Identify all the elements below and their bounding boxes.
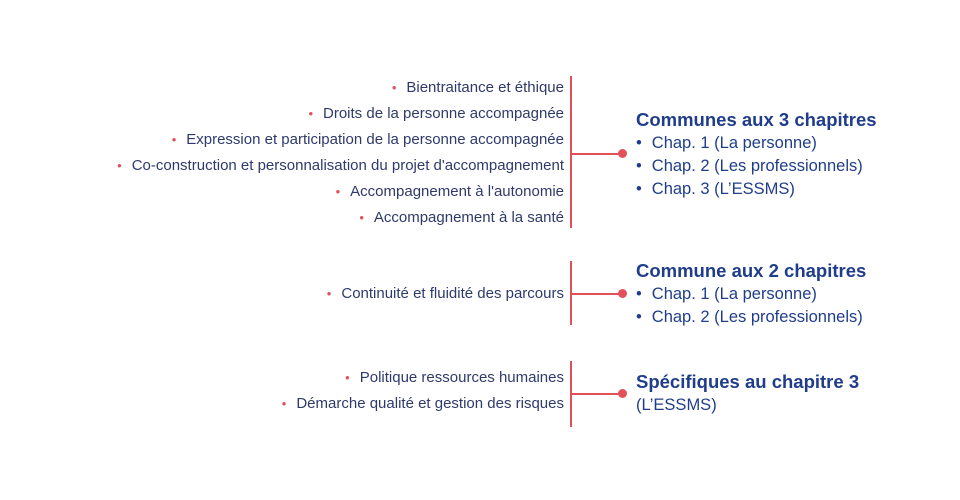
summary-block-group-3: [636, 370, 859, 417]
themes-list-group-1: [117, 75, 564, 231]
theme-item: • Accompagnement à l'autonomie: [335, 183, 564, 200]
connector-line: [572, 293, 622, 295]
connector-dot: [618, 149, 627, 158]
summary-subtitle: (L’ESSMS): [636, 396, 717, 414]
theme-item: • Accompagnement à la santé: [359, 209, 564, 226]
chapter-item: • Chap. 1 (La personne): [636, 285, 817, 303]
themes-list-group-3: [282, 365, 564, 417]
bullet-icon: •: [117, 158, 122, 173]
bullet-icon: •: [391, 80, 397, 95]
chapter-list: [636, 283, 866, 329]
theme-item: • Continuité et fluidité des parcours: [326, 285, 564, 302]
chapter-list: [636, 132, 877, 201]
bullet-icon: •: [359, 210, 364, 225]
theme-item: • Politique ressources humaines: [345, 369, 564, 386]
summary-title: Commune aux 2 chapitres: [636, 260, 867, 281]
connector-line: [572, 393, 622, 395]
bullet-icon: •: [345, 370, 350, 385]
summary-block-group-1: [636, 108, 877, 201]
bullet-icon: •: [335, 184, 341, 199]
theme-item: • Droits de la personne accompagnée: [308, 105, 564, 122]
theme-item: • Expression et participation de la personne accompagnée: [171, 131, 564, 148]
bracket-line: [570, 76, 572, 228]
chapter-item: • Chap. 3 (L’ESSMS): [636, 180, 795, 198]
bullet-icon: •: [171, 132, 177, 147]
connector-line: [572, 153, 622, 155]
theme-item: • Co-construction et personnalisation du projet d'accompagnement: [117, 157, 564, 174]
bullet-icon: •: [281, 396, 287, 411]
theme-item: • Bientraitance et éthique: [391, 79, 564, 96]
chapter-item: • Chap. 2 (Les professionnels): [636, 157, 863, 175]
connector-dot: [618, 389, 627, 398]
bullet-icon: •: [308, 106, 314, 121]
bullet-icon: •: [326, 286, 332, 301]
summary-block-group-2: [636, 259, 866, 329]
summary-title: Spécifiques au chapitre 3: [636, 371, 860, 392]
chapter-item: • Chap. 1 (La personne): [636, 134, 817, 152]
theme-item: • Démarche qualité et gestion des risques: [281, 395, 564, 412]
connector-dot: [618, 289, 627, 298]
themes-list-group-2: [327, 281, 564, 307]
summary-title: Communes aux 3 chapitres: [636, 109, 877, 130]
chapter-item: • Chap. 2 (Les professionnels): [636, 308, 863, 326]
